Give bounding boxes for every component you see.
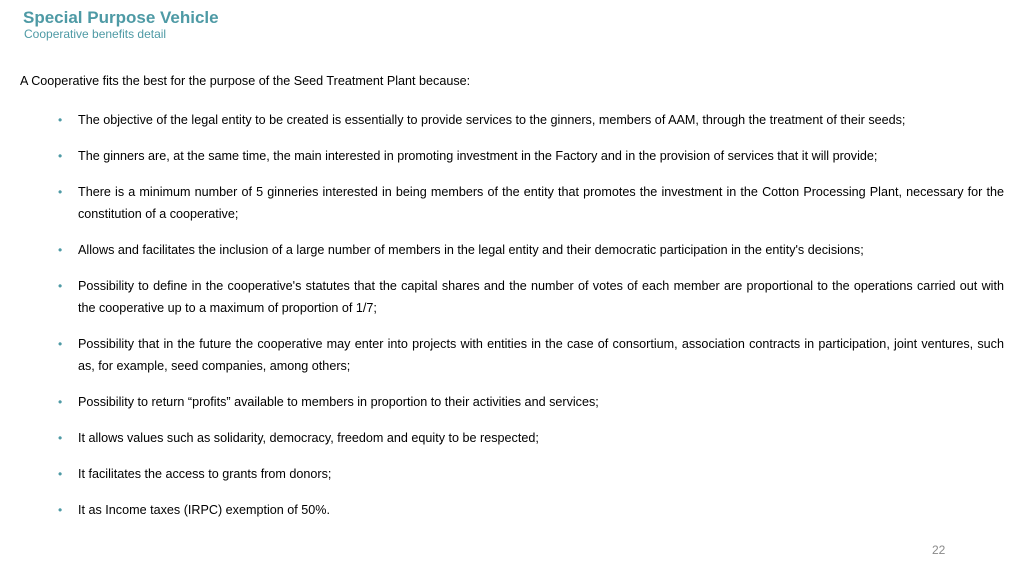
list-item: [55, 333, 1004, 377]
list-item-text: There is a minimum number of 5 ginneries interested in being members of the entity that promotes the investment in the Cotton Processing Plant, necessary for the constitution of a cooperative;: [78, 185, 1004, 221]
page-number: 22: [932, 543, 946, 557]
list-item: [55, 145, 1004, 167]
list-item-text: It as Income taxes (IRPC) exemption of 50%.: [78, 503, 330, 517]
list-item-text: The ginners are, at the same time, the main interested in promoting investment in the Factory and in the provision of services that it will provide;: [78, 149, 878, 163]
slide-title: Special Purpose Vehicle: [23, 8, 219, 27]
list-item-text: Possibility that in the future the cooperative may enter into projects with entities in the case of consortium, association contracts in participation, joint ventures, such as, for example, seed companies, among others;: [78, 337, 1004, 373]
list-item: [55, 463, 1004, 485]
bullet-icon: •: [58, 149, 63, 163]
bullet-icon: •: [58, 185, 63, 199]
slide-subtitle: Cooperative benefits detail: [24, 27, 167, 41]
list-item-text: Possibility to return “profits” available to members in proportion to their activities and services;: [78, 395, 599, 409]
benefits-list: [55, 109, 1004, 521]
bullet-icon: •: [58, 503, 63, 517]
list-item: [55, 499, 1004, 521]
list-item-text: The objective of the legal entity to be created is essentially to provide services to the ginners, members of AAM, through the treatment of their seeds;: [78, 113, 906, 127]
bullet-icon: •: [58, 395, 63, 409]
intro-text: A Cooperative fits the best for the purpose of the Seed Treatment Plant because:: [20, 74, 471, 88]
bullet-icon: •: [58, 337, 63, 351]
list-item-text: It allows values such as solidarity, democracy, freedom and equity to be respected;: [78, 431, 539, 445]
bullet-icon: •: [58, 243, 63, 257]
list-item: [55, 109, 1004, 131]
list-item-text: Possibility to define in the cooperative's statutes that the capital shares and the number of votes of each member are proportional to the operations carried out with the cooperative up to a maximum of proportion of 1/7;: [78, 279, 1004, 315]
list-item: [55, 275, 1004, 319]
list-item: [55, 427, 1004, 449]
list-item: [55, 181, 1004, 225]
bullet-icon: •: [58, 279, 63, 293]
list-item-text: Allows and facilitates the inclusion of a large number of members in the legal entity and their democratic participation in the entity's decisions;: [78, 243, 864, 257]
list-item: [55, 239, 1004, 261]
list-item: [55, 391, 1004, 413]
bullet-icon: •: [58, 431, 63, 445]
list-item-text: It facilitates the access to grants from donors;: [78, 467, 332, 481]
bullet-icon: •: [58, 467, 63, 481]
bullet-icon: •: [58, 113, 63, 127]
